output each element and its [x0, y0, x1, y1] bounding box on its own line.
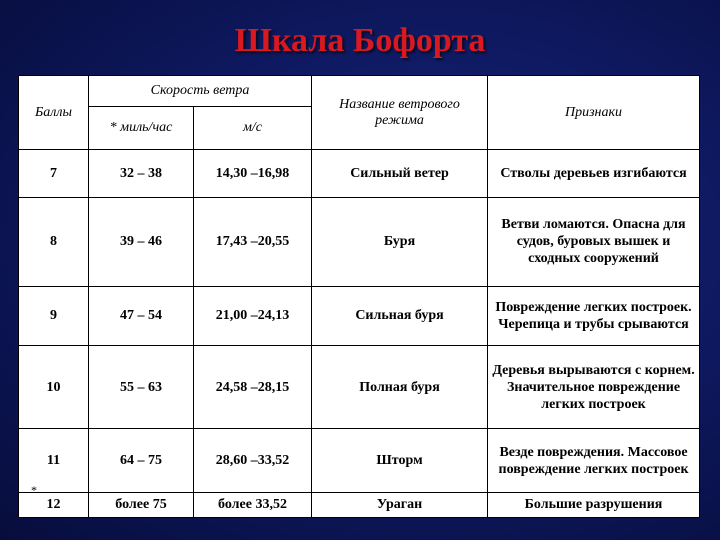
cell-mph: более 75: [89, 492, 194, 517]
cell-signs: Деревья вырываются с корнем. Значительное повреждение легких построек: [488, 345, 700, 428]
header-wind-speed: Скорость ветра: [89, 76, 312, 107]
beaufort-table: [18, 75, 700, 518]
cell-points: 10: [19, 345, 89, 428]
cell-points: 9: [19, 286, 89, 345]
cell-signs: Ветви ломаются. Опасна для судов, буровых вышек и сходных сооружений: [488, 197, 700, 286]
cell-regime: Буря: [312, 197, 488, 286]
cell-points: 12: [19, 492, 89, 517]
cell-points: 11: [19, 429, 89, 493]
cell-regime: Сильный ветер: [312, 150, 488, 198]
cell-mph: 64 – 75: [89, 429, 194, 493]
cell-signs: Большие разрушения: [488, 492, 700, 517]
cell-points: 8: [19, 197, 89, 286]
header-mph: * миль/час: [89, 107, 194, 150]
table-row: [19, 150, 700, 198]
cell-ms: 24,58 –28,15: [194, 345, 312, 428]
cell-mph: 47 – 54: [89, 286, 194, 345]
cell-ms: 17,43 –20,55: [194, 197, 312, 286]
cell-signs: Повреждение легких построек. Черепица и трубы срываются: [488, 286, 700, 345]
cell-mph: 32 – 38: [89, 150, 194, 198]
cell-points: 7: [19, 150, 89, 198]
table-row: [19, 429, 700, 493]
cell-mph: 55 – 63: [89, 345, 194, 428]
table-row: [19, 197, 700, 286]
cell-ms: 21,00 –24,13: [194, 286, 312, 345]
cell-regime: Шторм: [312, 429, 488, 493]
table-row: [19, 286, 700, 345]
table-row: [19, 492, 700, 517]
cell-regime: Сильная буря: [312, 286, 488, 345]
cell-regime: Полная буря: [312, 345, 488, 428]
header-signs: Признаки: [488, 76, 700, 150]
cell-ms: 28,60 –33,52: [194, 429, 312, 493]
cell-signs: Стволы деревьев изгибаются: [488, 150, 700, 198]
beaufort-table-sheet: [18, 75, 699, 518]
cell-ms: более 33,52: [194, 492, 312, 517]
page-title: Шкала Бофорта: [234, 22, 486, 59]
cell-signs: Везде повреждения. Массовое повреждение легких построек: [488, 429, 700, 493]
footnote-marker: *: [31, 483, 37, 497]
cell-mph: 39 – 46: [89, 197, 194, 286]
table-row: [19, 345, 700, 428]
header-regime: Название ветрового режима: [312, 76, 488, 150]
cell-regime: Ураган: [312, 492, 488, 517]
cell-ms: 14,30 –16,98: [194, 150, 312, 198]
header-points: Баллы: [19, 76, 89, 150]
header-ms: м/с: [194, 107, 312, 150]
